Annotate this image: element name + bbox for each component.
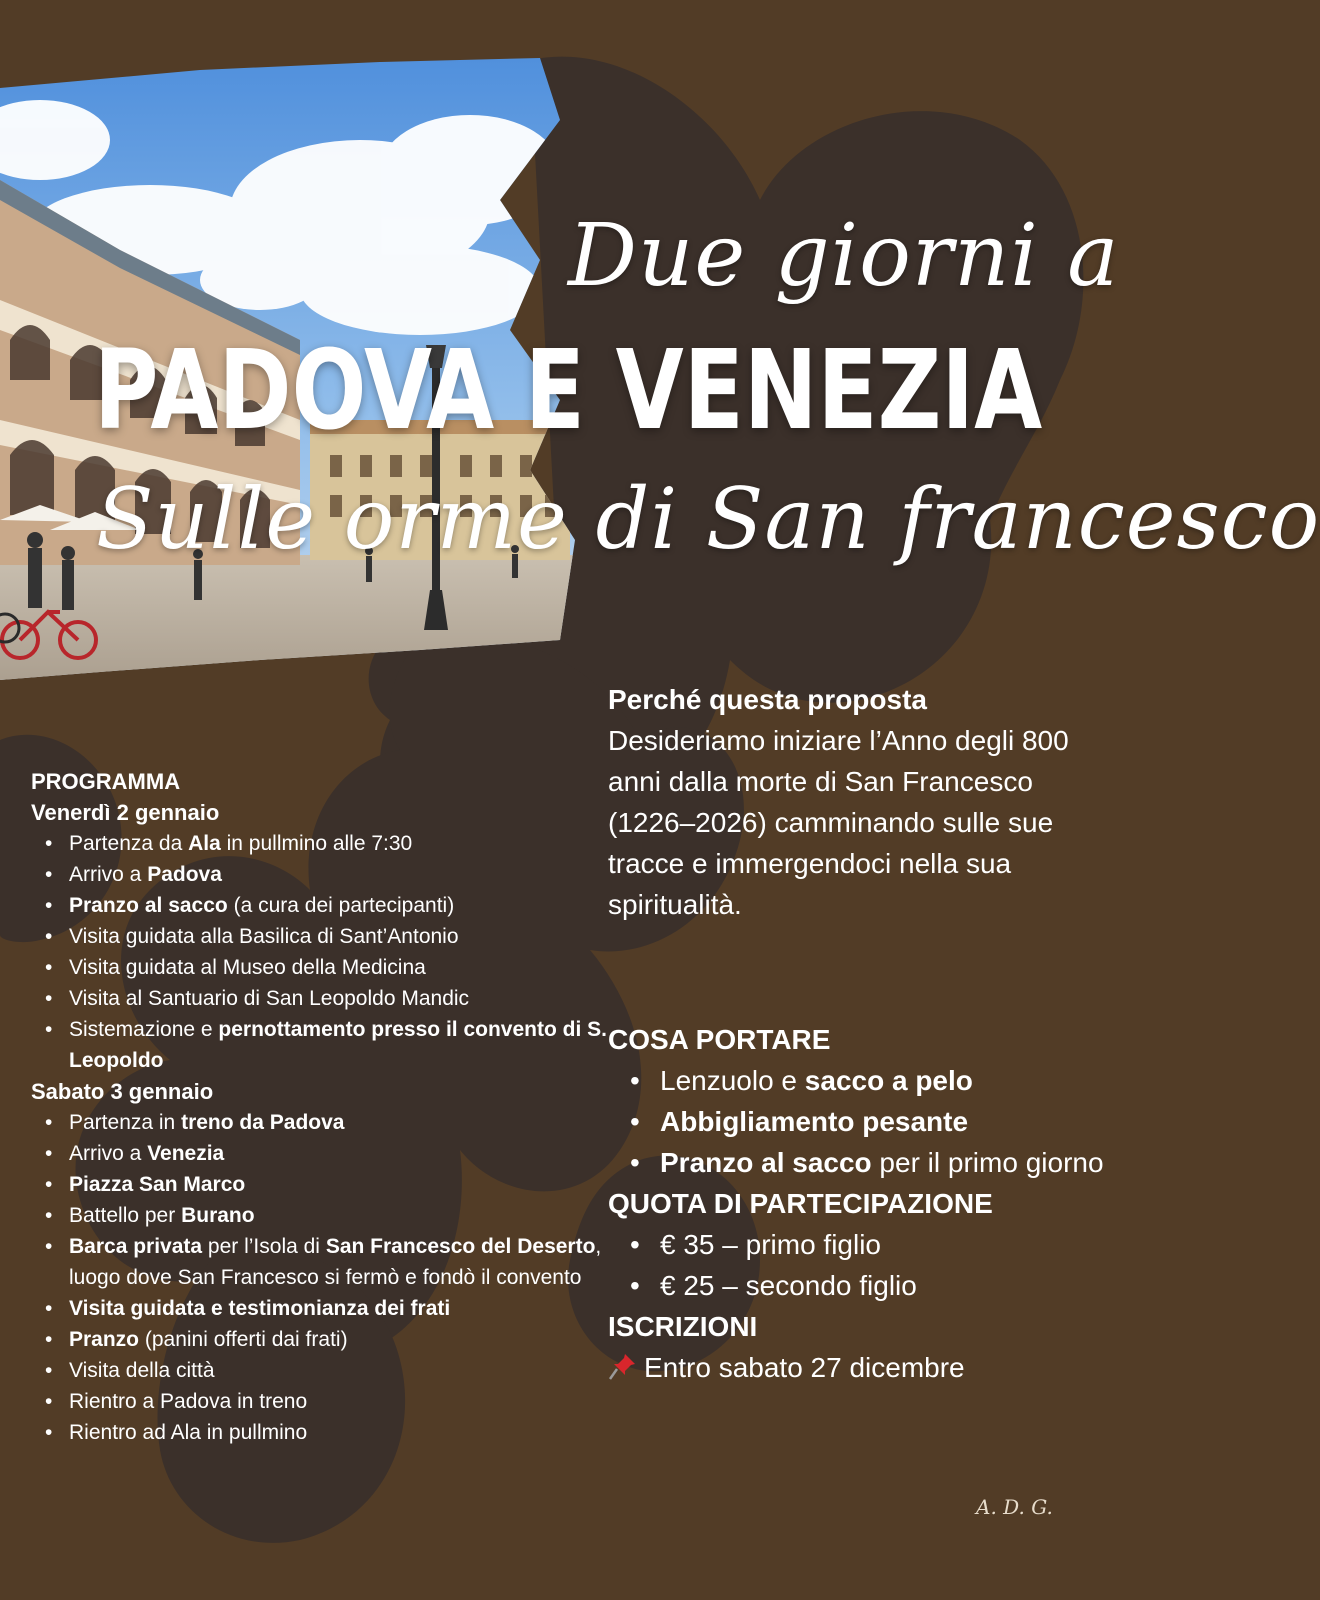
bring-heading: COSA PORTARE bbox=[608, 1024, 831, 1055]
item-bold: Barca privata bbox=[69, 1235, 203, 1258]
item-text: Partenza in bbox=[69, 1111, 182, 1134]
item-bold: sacco a pelo bbox=[804, 1065, 973, 1096]
script-subtitle-bottom: Sulle orme di San francesco bbox=[96, 470, 1320, 568]
item-bold: San Francesco del Deserto bbox=[325, 1235, 596, 1258]
item-bold: pernottamento presso il convento di S. Leopoldo bbox=[69, 1018, 607, 1072]
item-text: per l’Isola di bbox=[202, 1235, 326, 1258]
item-bold: Burano bbox=[181, 1204, 255, 1227]
script-subtitle-top: Due giorni a bbox=[568, 206, 1120, 306]
item-bold: treno da Padova bbox=[181, 1111, 345, 1134]
list-item bbox=[31, 1107, 611, 1138]
list-item bbox=[31, 828, 611, 859]
pushpin-icon bbox=[608, 1351, 638, 1381]
item-bold: Visita guidata e testimonianza dei frati bbox=[69, 1297, 451, 1320]
registration-line bbox=[608, 1347, 1108, 1388]
registration-heading: ISCRIZIONI bbox=[608, 1311, 758, 1342]
list-item bbox=[31, 1417, 611, 1448]
item-bold: Venezia bbox=[147, 1142, 225, 1165]
list-item bbox=[31, 1386, 611, 1417]
list-item bbox=[31, 952, 611, 983]
item-bold: Pranzo al sacco bbox=[660, 1147, 872, 1178]
item-text: Lenzuolo e bbox=[660, 1065, 805, 1096]
list-item bbox=[608, 1060, 1108, 1101]
list-item bbox=[31, 1355, 611, 1386]
list-item bbox=[31, 1231, 611, 1293]
registration-text: Entro sabato 27 dicembre bbox=[644, 1352, 965, 1383]
item-text: Visita guidata al Museo della Medicina bbox=[69, 956, 426, 979]
why-heading: Perché questa proposta bbox=[608, 684, 927, 715]
item-text: Rientro a Padova in treno bbox=[69, 1390, 308, 1413]
why-text: Desideriamo iniziare l’Anno degli 800 anni dalla morte di San Francesco (1226–2026) camminando sulle sue tracce e immergendoci nella sua spiritualità. bbox=[608, 725, 1069, 920]
list-item bbox=[31, 859, 611, 890]
item-text: per il primo giorno bbox=[871, 1147, 1104, 1178]
item-bold: Ala bbox=[188, 832, 221, 855]
list-item: • € 25 – secondo figlio bbox=[608, 1265, 1108, 1306]
item-bold: Padova bbox=[147, 863, 222, 886]
main-title: PADOVA E VENEZIA bbox=[94, 326, 1043, 454]
program-section bbox=[31, 766, 611, 1448]
item-text: Sistemazione e bbox=[69, 1018, 219, 1041]
list-item bbox=[31, 1138, 611, 1169]
list-item bbox=[31, 1200, 611, 1231]
list-item bbox=[608, 1142, 1108, 1183]
item-text: Visita della città bbox=[69, 1359, 215, 1382]
list-item bbox=[31, 983, 611, 1014]
item-text: , luogo dove San Francesco si fermò e fondò il convento bbox=[69, 1235, 602, 1289]
list-item bbox=[31, 921, 611, 952]
item-text: Rientro ad Ala in pullmino bbox=[69, 1421, 308, 1444]
list-item bbox=[608, 1101, 1108, 1142]
item-text: (a cura dei partecipanti) bbox=[227, 894, 455, 917]
item-bold: Pranzo bbox=[69, 1328, 140, 1351]
item-text: Visita guidata alla Basilica di Sant’Antonio bbox=[69, 925, 459, 948]
bring-list bbox=[608, 1060, 1108, 1183]
program-heading: PROGRAMMA bbox=[31, 769, 181, 794]
list-item bbox=[31, 1014, 611, 1076]
item-bold: Abbigliamento pesante bbox=[660, 1106, 969, 1137]
signature: A. D. G. bbox=[976, 1495, 1053, 1519]
fee-list bbox=[608, 1224, 1108, 1306]
item-text: Arrivo a bbox=[69, 1142, 148, 1165]
list-item bbox=[31, 890, 611, 921]
fee-heading: QUOTA DI PARTECIPAZIONE bbox=[608, 1188, 993, 1219]
item-text: (panini offerti dai frati) bbox=[139, 1328, 348, 1351]
item-bold: Pranzo al sacco bbox=[69, 894, 228, 917]
item-text: Battello per bbox=[69, 1204, 182, 1227]
list-item bbox=[31, 1293, 611, 1324]
list-item: • € 35 – primo figlio bbox=[608, 1224, 1108, 1265]
day1-title: Venerdì 2 gennaio bbox=[31, 800, 220, 825]
day2-title: Sabato 3 gennaio bbox=[31, 1079, 214, 1104]
item-bold: Piazza San Marco bbox=[69, 1173, 246, 1196]
list-item bbox=[31, 1169, 611, 1200]
item-text: Partenza da bbox=[69, 832, 189, 855]
item-text: in pullmino alle 7:30 bbox=[220, 832, 413, 855]
day1-list bbox=[31, 828, 611, 1076]
day2-list bbox=[31, 1107, 611, 1448]
item-text: Visita al Santuario di San Leopoldo Mandic bbox=[69, 987, 470, 1010]
item-text: Arrivo a bbox=[69, 863, 148, 886]
info-section bbox=[608, 679, 1108, 1388]
list-item bbox=[31, 1324, 611, 1355]
spacer bbox=[608, 925, 1108, 1019]
